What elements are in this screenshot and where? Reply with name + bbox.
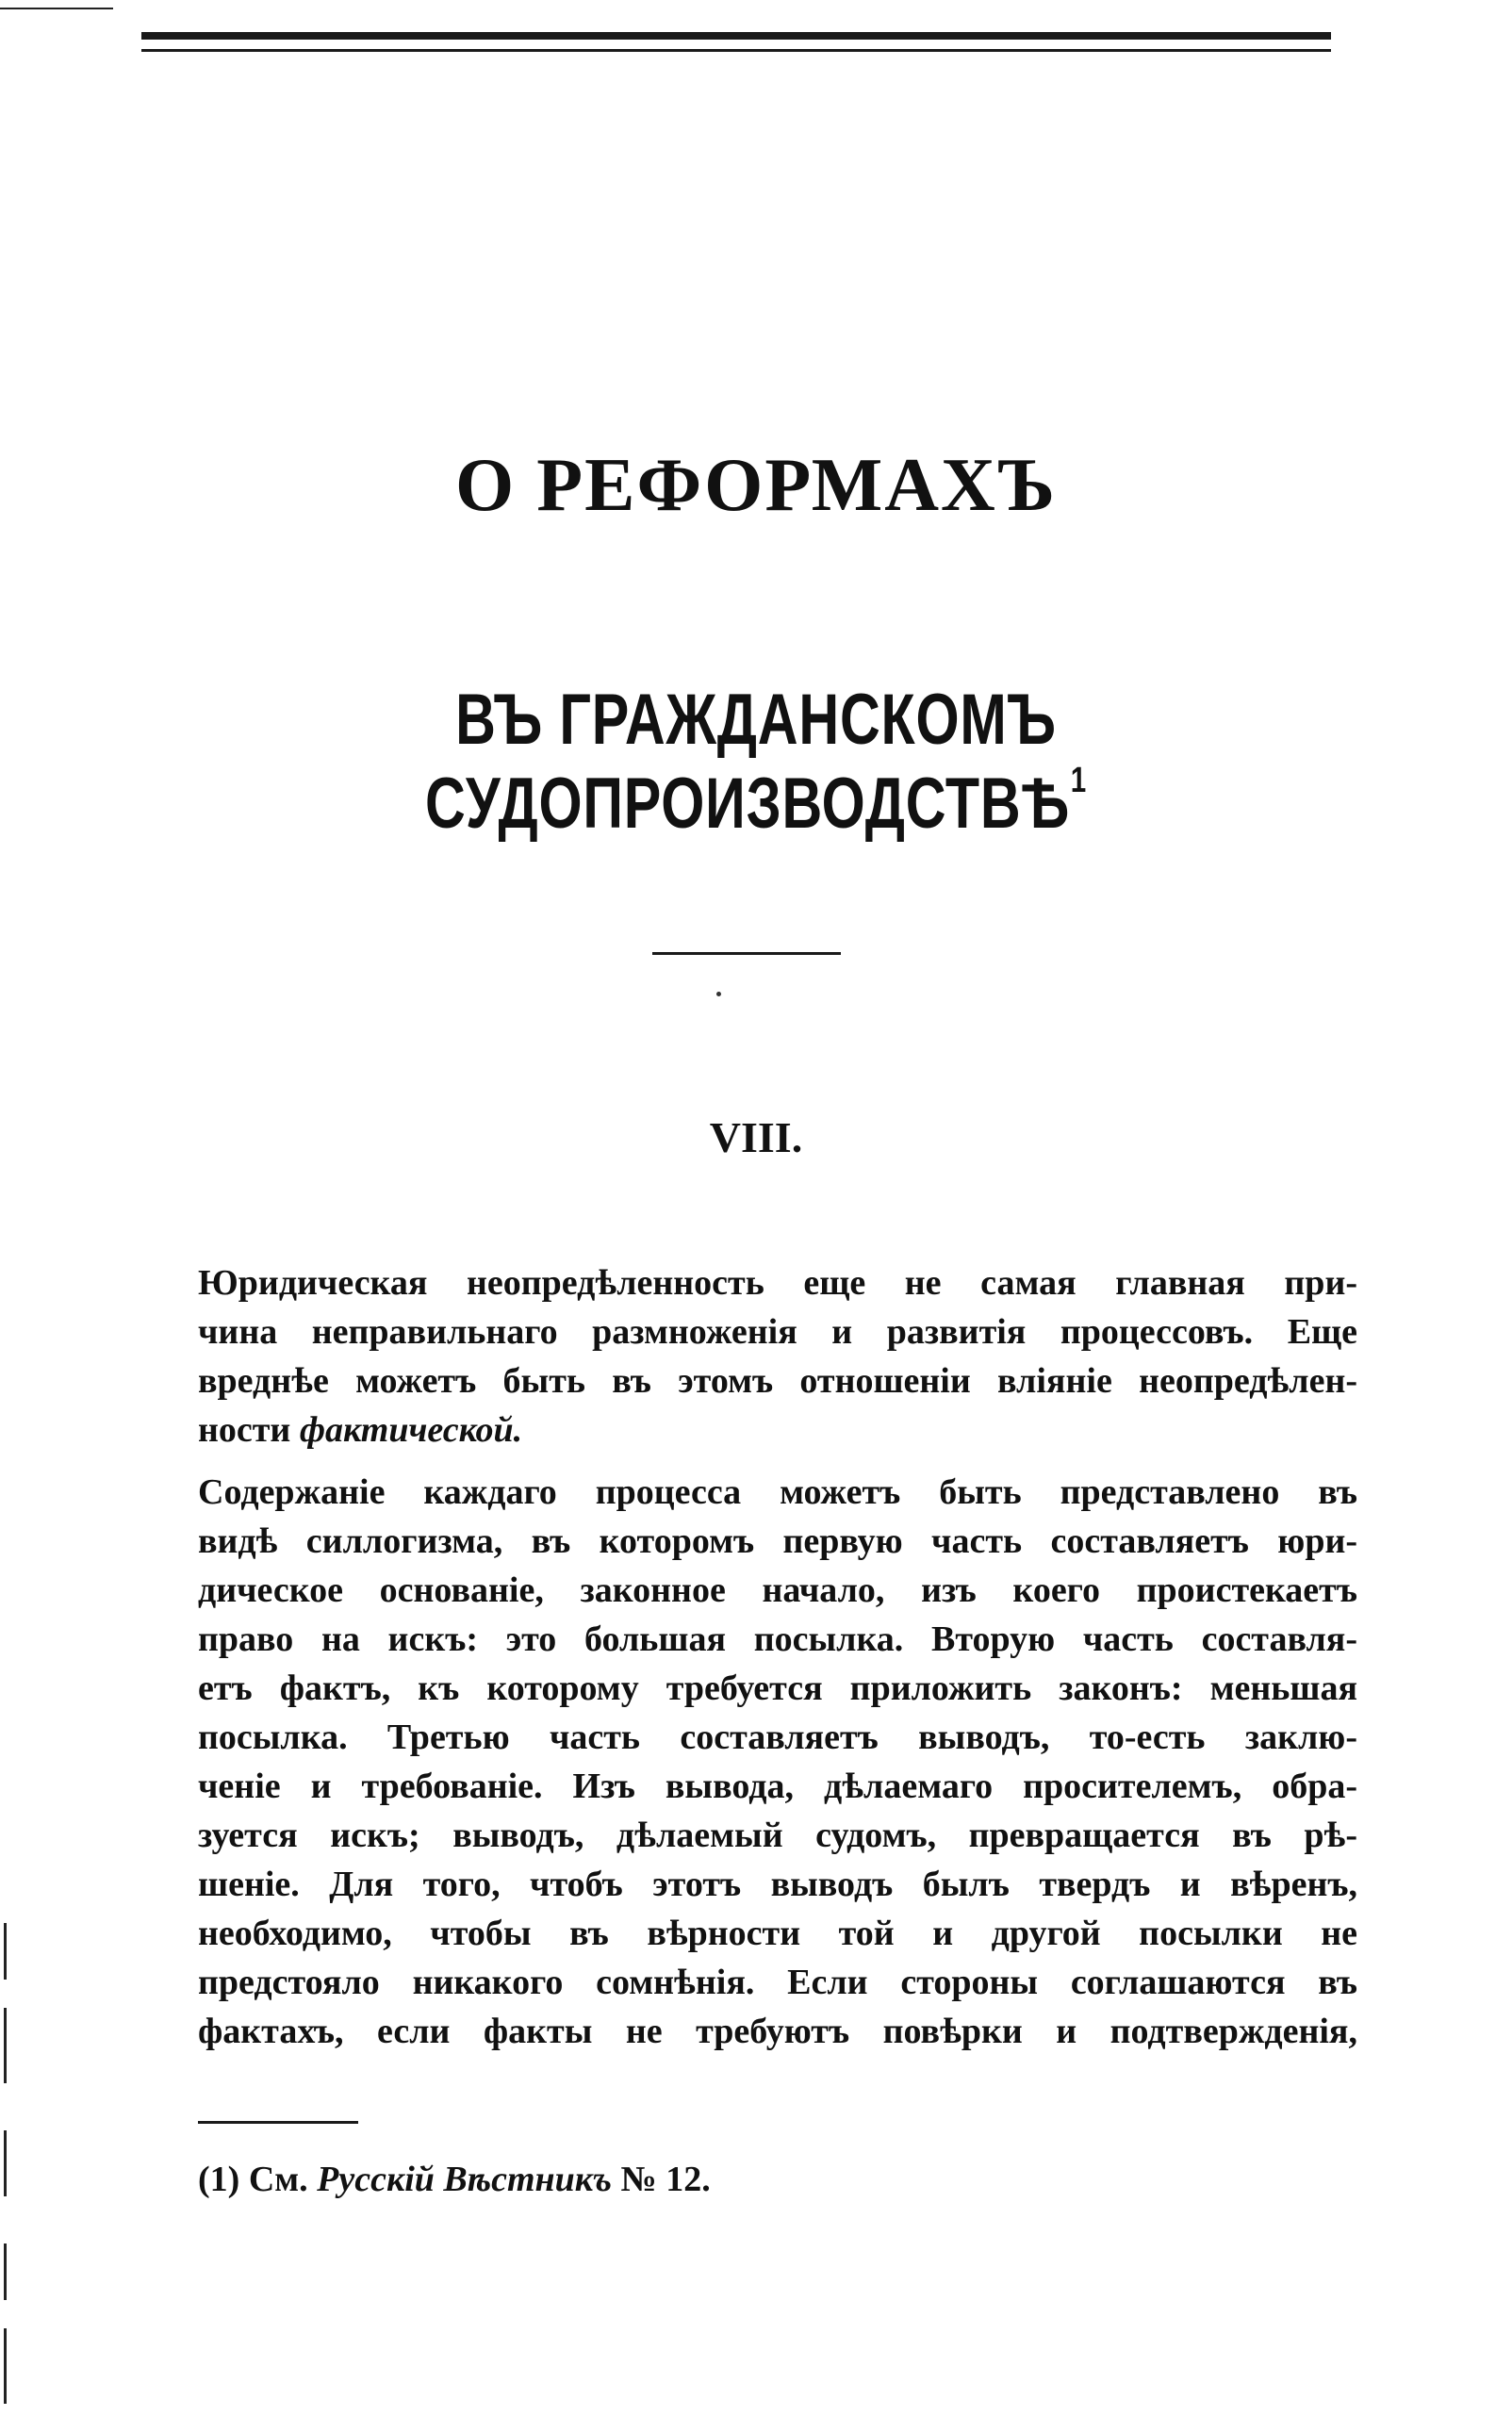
article-subtitle xyxy=(166,679,1345,845)
margin-mark xyxy=(4,2328,7,2404)
corner-rule xyxy=(0,8,113,9)
text-line: дическое основаніе, законное начало, изъ коего проистекаетъ xyxy=(198,1570,1357,1610)
footnote-reference: 1 xyxy=(1070,761,1087,800)
footnote-divider xyxy=(198,2121,358,2124)
margin-mark xyxy=(4,2243,7,2300)
article-title: О РЕФОРМАХЪ xyxy=(455,444,1057,527)
text-line: етъ фактъ, къ которому требуется приложить законъ: меньшая xyxy=(198,1668,1357,1708)
margin-mark xyxy=(4,1923,7,1980)
footnote-source: Русскій Вѣстникъ xyxy=(317,2160,613,2199)
text-line: фактахъ, если факты не требуютъ повѣрки и подтвержденія, xyxy=(198,2012,1357,2051)
margin-mark xyxy=(4,2008,7,2083)
paragraph xyxy=(198,1468,1357,2056)
text-line: видѣ силлогизма, въ которомъ первую часть составляетъ юри- xyxy=(198,1521,1357,1561)
text-line: вреднѣе можетъ быть въ этомъ отношеніи вліяніе неопредѣлен- xyxy=(198,1361,1357,1401)
subtitle-text: ВЪ ГРАЖДАНСКОМЪ СУДОПРОИЗВОДСТВѢ xyxy=(425,680,1071,844)
text-line: посылка. Третью часть составляетъ выводъ, то-есть заклю- xyxy=(198,1717,1357,1757)
text-line: чина неправильнаго размноженія и развитія процессовъ. Еще xyxy=(198,1312,1357,1352)
header-rule-thick xyxy=(141,32,1331,40)
footnote-prefix: См. xyxy=(248,2160,308,2199)
header-rule-thin xyxy=(141,49,1331,52)
text-fragment: ности xyxy=(198,1410,300,1450)
paragraph xyxy=(198,1258,1357,1455)
footnote-number: № 12. xyxy=(620,2160,711,2199)
text-line: Содержаніе каждаго процесса можетъ быть представлено въ xyxy=(198,1472,1357,1512)
text-line: Юридическая неопредѣленность еще не самая главная при- xyxy=(198,1263,1357,1303)
emphasized-word: фактической. xyxy=(299,1410,523,1450)
body-text xyxy=(198,1258,1357,2056)
footnote-marker: (1) xyxy=(198,2160,240,2199)
text-line xyxy=(198,1405,1357,1455)
text-line: предстояло никакого сомнѣнія. Если стороны соглашаются въ xyxy=(198,1963,1357,2002)
text-line: право на искъ: это большая посылка. Вторую часть составля- xyxy=(198,1619,1357,1659)
text-line: необходимо, чтобы въ вѣрности той и другой посылки не xyxy=(198,1914,1357,1953)
section-number: VIII. xyxy=(709,1113,803,1161)
text-line: зуется искъ; выводъ, дѣлаемый судомъ, превращается въ рѣ- xyxy=(198,1816,1357,1855)
section-divider xyxy=(652,952,841,955)
text-line: шеніе. Для того, чтобъ этотъ выводъ былъ твердъ и вѣренъ, xyxy=(198,1865,1357,1904)
text-line: ченіе и требованіе. Изъ вывода, дѣлаемаго просителемъ, обра- xyxy=(198,1767,1357,1806)
section-divider-dot xyxy=(716,992,721,996)
footnote xyxy=(198,2159,711,2200)
margin-mark xyxy=(4,2130,7,2196)
